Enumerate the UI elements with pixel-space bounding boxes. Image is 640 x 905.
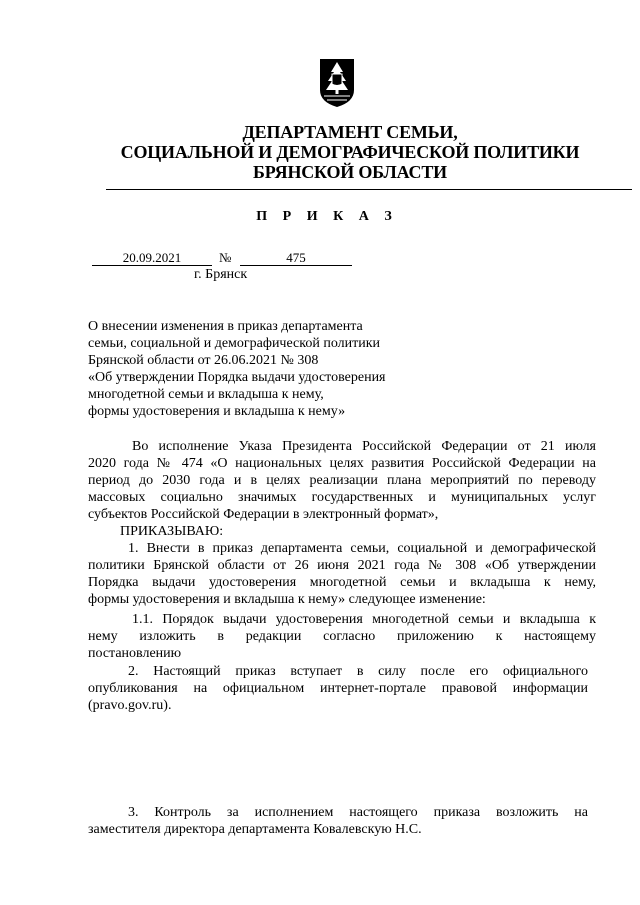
item-2-line: 2. Настоящий приказ вступает в силу после его официального [128, 664, 588, 679]
org-name-line-1: ДЕПАРТАМЕНТ СЕМЬИ, [242, 122, 458, 142]
preamble-line: массовых социально значимых государственных и муниципальных услуг [88, 490, 596, 505]
order-date: 20.09.2021 [92, 250, 212, 266]
number-sign: № [219, 250, 232, 265]
item-2-line: (pravo.gov.ru). [88, 698, 172, 713]
preamble-paragraph [88, 438, 596, 523]
coat-of-arms-icon [318, 56, 356, 108]
item-1-1-line: 1.1. Порядок выдачи удостоверения многодетной семьи и вкладыша к [132, 612, 596, 627]
item-1-line: политики Брянской области от 26 июня 2021 года № 308 «Об утверждении [88, 558, 596, 573]
preamble-line: Во исполнение Указа Президента Российской Федерации от 21 июля [132, 439, 596, 454]
subject-line: «Об утверждении Порядка выдачи удостоверения [88, 370, 386, 385]
item-2-line: опубликования на официальном интернет-портале правовой информации [88, 681, 588, 696]
item-1-1-line: постановлению [88, 646, 182, 661]
subject-line: семьи, социальной и демографической политики [88, 336, 381, 351]
subject-line: О внесении изменения в приказ департамента [88, 319, 363, 334]
subject-line: формы удостоверения и вкладыша к нему» [88, 404, 346, 419]
item-1-line: Порядка выдачи удостоверения многодетной семьи и вкладыша к нему, [88, 575, 596, 590]
document-type: П Р И К А З [256, 209, 398, 224]
item-1-line: 1. Внести в приказ департамента семьи, социальной и демографической [128, 541, 596, 556]
preamble-line: субъектов Российской Федерации в электронный формат», [88, 507, 439, 522]
preamble-line: 2020 года № 474 «О национальных целях развития Российской Федерации на [88, 456, 596, 471]
item-2 [88, 663, 588, 714]
item-1-line: формы удостоверения и вкладыша к нему» следующее изменение: [88, 592, 486, 607]
item-1-1-line: нему изложить в редакции согласно приложению к настоящему [88, 629, 596, 644]
item-3 [88, 804, 588, 838]
item-1-1 [88, 611, 596, 662]
order-place: г. Брянск [194, 267, 248, 282]
item-3-line: заместителя директора департамента Ковалевскую Н.С. [88, 822, 422, 837]
item-3-line: 3. Контроль за исполнением настоящего приказа возложить на [128, 805, 588, 820]
org-name-line-3: БРЯНСКОЙ ОБЛАСТИ [253, 162, 447, 182]
subject-line: Брянской области от 26.06.2021 № 308 [88, 353, 319, 368]
org-name-line-2: СОЦИАЛЬНОЙ И ДЕМОГРАФИЧЕСКОЙ ПОЛИТИКИ [120, 142, 580, 162]
order-subject [88, 318, 596, 420]
subject-line: многодетной семьи и вкладыша к нему, [88, 387, 324, 402]
header-divider [106, 189, 632, 190]
preamble-line: период до 2030 года и в целях реализации плана мероприятий по переводу [88, 473, 596, 488]
order-number: 475 [240, 250, 352, 266]
order-word: ПРИКАЗЫВАЮ: [120, 524, 224, 539]
item-1 [88, 540, 596, 608]
